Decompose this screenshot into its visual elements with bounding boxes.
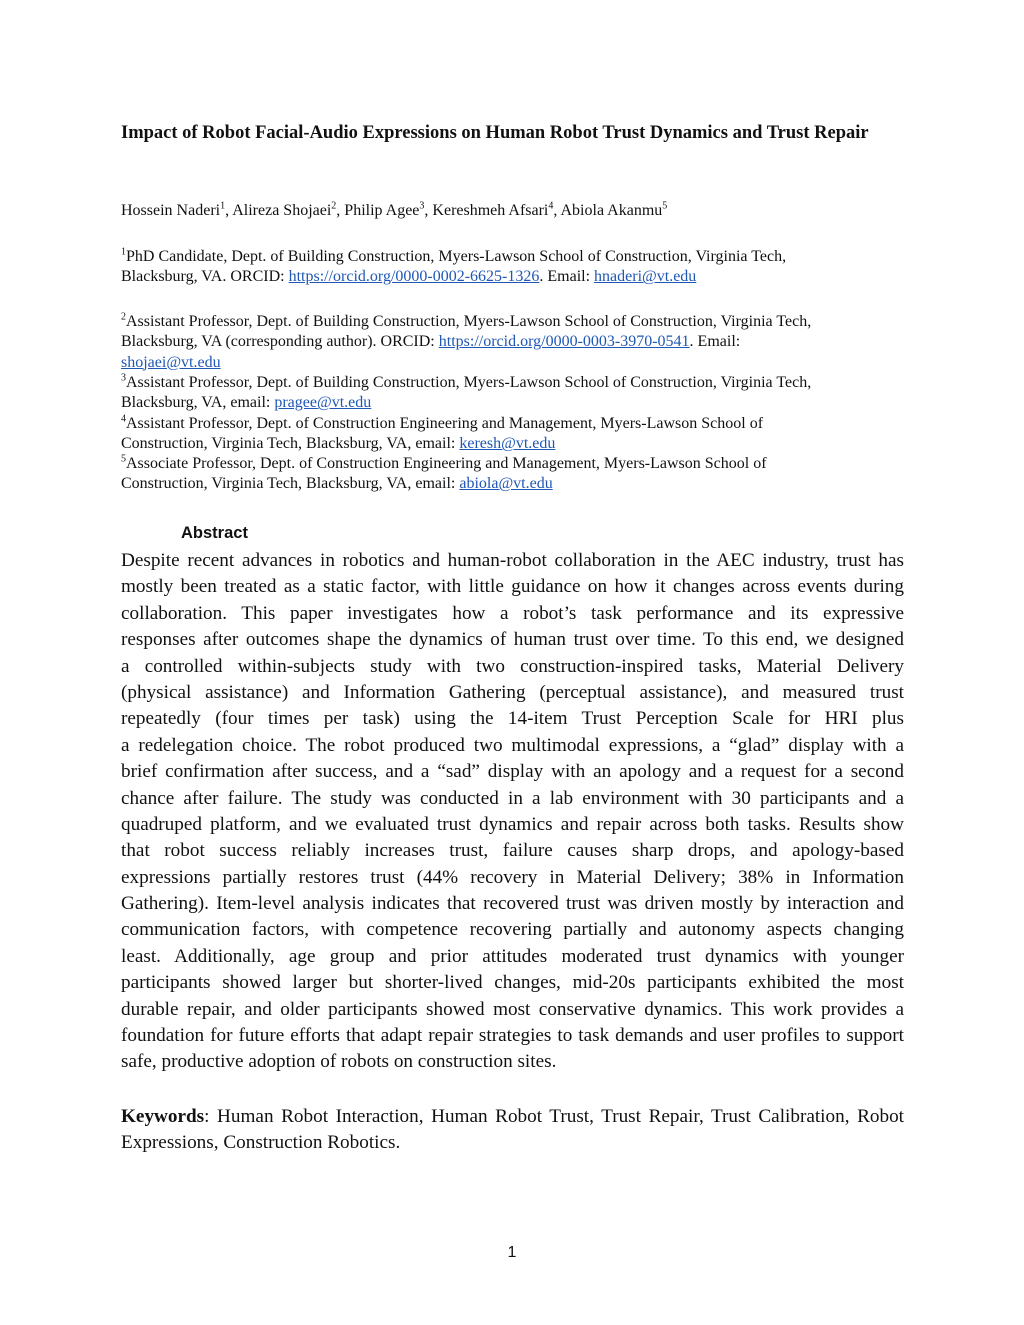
- email-link[interactable]: pragee@vt.edu: [274, 394, 372, 412]
- affiliation-text: Blacksburg, VA, email:: [121, 394, 275, 412]
- author-sup: 2: [331, 200, 337, 212]
- affiliation-text: PhD Candidate, Dept. of Building Construction, Myers-Lawson School of Construction, Virginia Tech,: [126, 248, 787, 265]
- author-name: Philip Agee: [344, 202, 420, 219]
- author-name: Kereshmeh Afsari: [432, 202, 549, 219]
- affiliation-line: [121, 312, 904, 332]
- affiliation-sup: 5: [121, 453, 126, 465]
- author-separator: ,: [225, 202, 233, 219]
- affiliation-sup: 1: [121, 246, 126, 258]
- orcid-link[interactable]: https://orcid.org/0000-0003-3970-0541: [438, 333, 690, 351]
- abstract-line: responses after outcomes shape the dynamics of human trust over time. To this end, we designed: [121, 629, 904, 651]
- affiliation-line: [121, 267, 904, 287]
- email-link[interactable]: shojaei@vt.edu: [121, 353, 221, 371]
- keywords-line: [121, 1104, 904, 1130]
- affiliation-sup: 2: [121, 311, 126, 323]
- abstract-line: that robot success reliably increases trust, failure causes sharp drops, and apology-based: [121, 840, 904, 862]
- abstract-line: collaboration. This paper investigates how a robot’s task performance and its expressive: [121, 602, 904, 624]
- abstract-line: brief confirmation after success, and a “sad” display with an apology and a request for a second: [121, 761, 904, 783]
- affiliation-4: [121, 414, 904, 455]
- keywords-line: Expressions, Construction Robotics.: [121, 1132, 401, 1154]
- author-separator: ,: [336, 202, 345, 219]
- affiliation-text: Assistant Professor, Dept. of Building Construction, Myers-Lawson School of Construction, Virginia Tech,: [126, 374, 812, 391]
- affiliation-text: Construction, Virginia Tech, Blacksburg, VA, email:: [121, 435, 460, 453]
- affiliation-line: [121, 247, 904, 267]
- abstract-line: Despite recent advances in robotics and human-robot collaboration in the AEC industry, trust has: [121, 550, 904, 571]
- abstract-line: chance after failure. The study was conducted in a lab environment with 30 participants and a: [121, 787, 904, 809]
- email-link[interactable]: abiola@vt.edu: [459, 475, 553, 493]
- affiliation-text: . Email:: [689, 333, 741, 351]
- keywords-label: Keywords: [121, 1106, 205, 1127]
- author-name: Alireza Shojaei: [232, 202, 332, 219]
- author-separator: ,: [424, 202, 433, 219]
- affiliation-line: [121, 332, 904, 352]
- keywords-text: : Human Robot Interaction, Human Robot Trust, Trust Repair, Trust Calibration, Robot: [204, 1106, 904, 1127]
- page-number: 1: [507, 1244, 517, 1261]
- abstract-line: safe, productive adoption of robots on construction sites.: [121, 1051, 557, 1073]
- abstract-line: repeatedly (four times per task) using the 14-item Trust Perception Scale for HRI plus: [121, 708, 904, 730]
- orcid-link[interactable]: https://orcid.org/0000-0002-6625-1326: [288, 268, 540, 286]
- abstract-line: least. Additionally, age group and prior attitudes moderated trust dynamics with younger: [121, 945, 904, 967]
- affiliation-text: Blacksburg, VA (corresponding author). ORCID:: [121, 333, 439, 351]
- abstract-line: durable repair, and older participants showed most conservative dynamics. This work provides a: [121, 998, 904, 1020]
- abstract-line: Gathering). Item-level analysis indicates that recovered trust was driven mostly by interaction and: [121, 893, 904, 915]
- affiliation-text: Construction, Virginia Tech, Blacksburg, VA, email:: [121, 475, 460, 493]
- abstract-line: a controlled within-subjects study with two construction-inspired tasks, Material Delivery: [121, 655, 904, 677]
- affiliation-line: [121, 373, 904, 393]
- affiliation-text: . Email:: [539, 268, 595, 286]
- paper-title: Impact of Robot Facial-Audio Expressions on Human Robot Trust Dynamics and Trust Repair: [121, 123, 869, 143]
- keywords-section: [121, 1104, 904, 1157]
- abstract-line: communication factors, with competence recovering partially and autonomy aspects changing: [121, 919, 904, 941]
- affiliation-sup: 4: [121, 413, 126, 425]
- author-sup: 4: [548, 200, 554, 212]
- affiliation-text: Assistant Professor, Dept. of Construction Engineering and Management, Myers-Lawson School of: [126, 415, 764, 432]
- affiliation-line: [121, 393, 904, 413]
- email-link[interactable]: keresh@vt.edu: [459, 435, 556, 453]
- author-list: [121, 200, 667, 222]
- affiliation-text: Blacksburg, VA. ORCID:: [121, 268, 289, 286]
- abstract-line: quadruped platform, and we evaluated trust dynamics and repair across both tasks. Results show: [121, 813, 904, 835]
- abstract-line: (physical assistance) and Information Gathering (perceptual assistance), and measured trust: [121, 681, 904, 703]
- author-name: Abiola Akanmu: [560, 202, 663, 219]
- author-sup: 5: [662, 200, 668, 212]
- affiliation-2: [121, 312, 904, 373]
- affiliation-line: [121, 474, 904, 494]
- abstract-line: participants showed larger but shorter-lived changes, mid-20s participants exhibited the most: [121, 972, 904, 994]
- author-separator: ,: [553, 202, 561, 219]
- abstract-line: expressions partially restores trust (44% recovery in Material Delivery; 38% in Information: [121, 866, 904, 888]
- abstract-body: [121, 548, 904, 1076]
- author-sup: 3: [419, 200, 425, 212]
- author-name: Hossein Naderi: [121, 202, 221, 219]
- abstract-line: foundation for future efforts that adapt repair strategies to task demands and user profiles to support: [121, 1025, 904, 1047]
- affiliation-line: [121, 414, 904, 434]
- affiliation-line: [121, 434, 904, 454]
- affiliation-3: [121, 373, 904, 414]
- affiliation-text: Assistant Professor, Dept. of Building Construction, Myers-Lawson School of Construction, Virginia Tech,: [126, 313, 812, 330]
- email-link[interactable]: hnaderi@vt.edu: [594, 268, 697, 286]
- affiliation-line: [121, 353, 904, 373]
- affiliation-1: [121, 247, 904, 288]
- abstract-heading: Abstract: [181, 524, 248, 542]
- affiliation-text: Associate Professor, Dept. of Construction Engineering and Management, Myers-Lawson School of: [126, 455, 767, 472]
- abstract-line: a redelegation choice. The robot produced two multimodal expressions, a “glad” display with a: [121, 734, 904, 756]
- author-sup: 1: [220, 200, 226, 212]
- abstract-line: mostly been treated as a static factor, with little guidance on how it changes across events during: [121, 576, 904, 598]
- affiliation-line: [121, 454, 904, 474]
- affiliation-sup: 3: [121, 372, 126, 384]
- affiliation-5: [121, 454, 904, 495]
